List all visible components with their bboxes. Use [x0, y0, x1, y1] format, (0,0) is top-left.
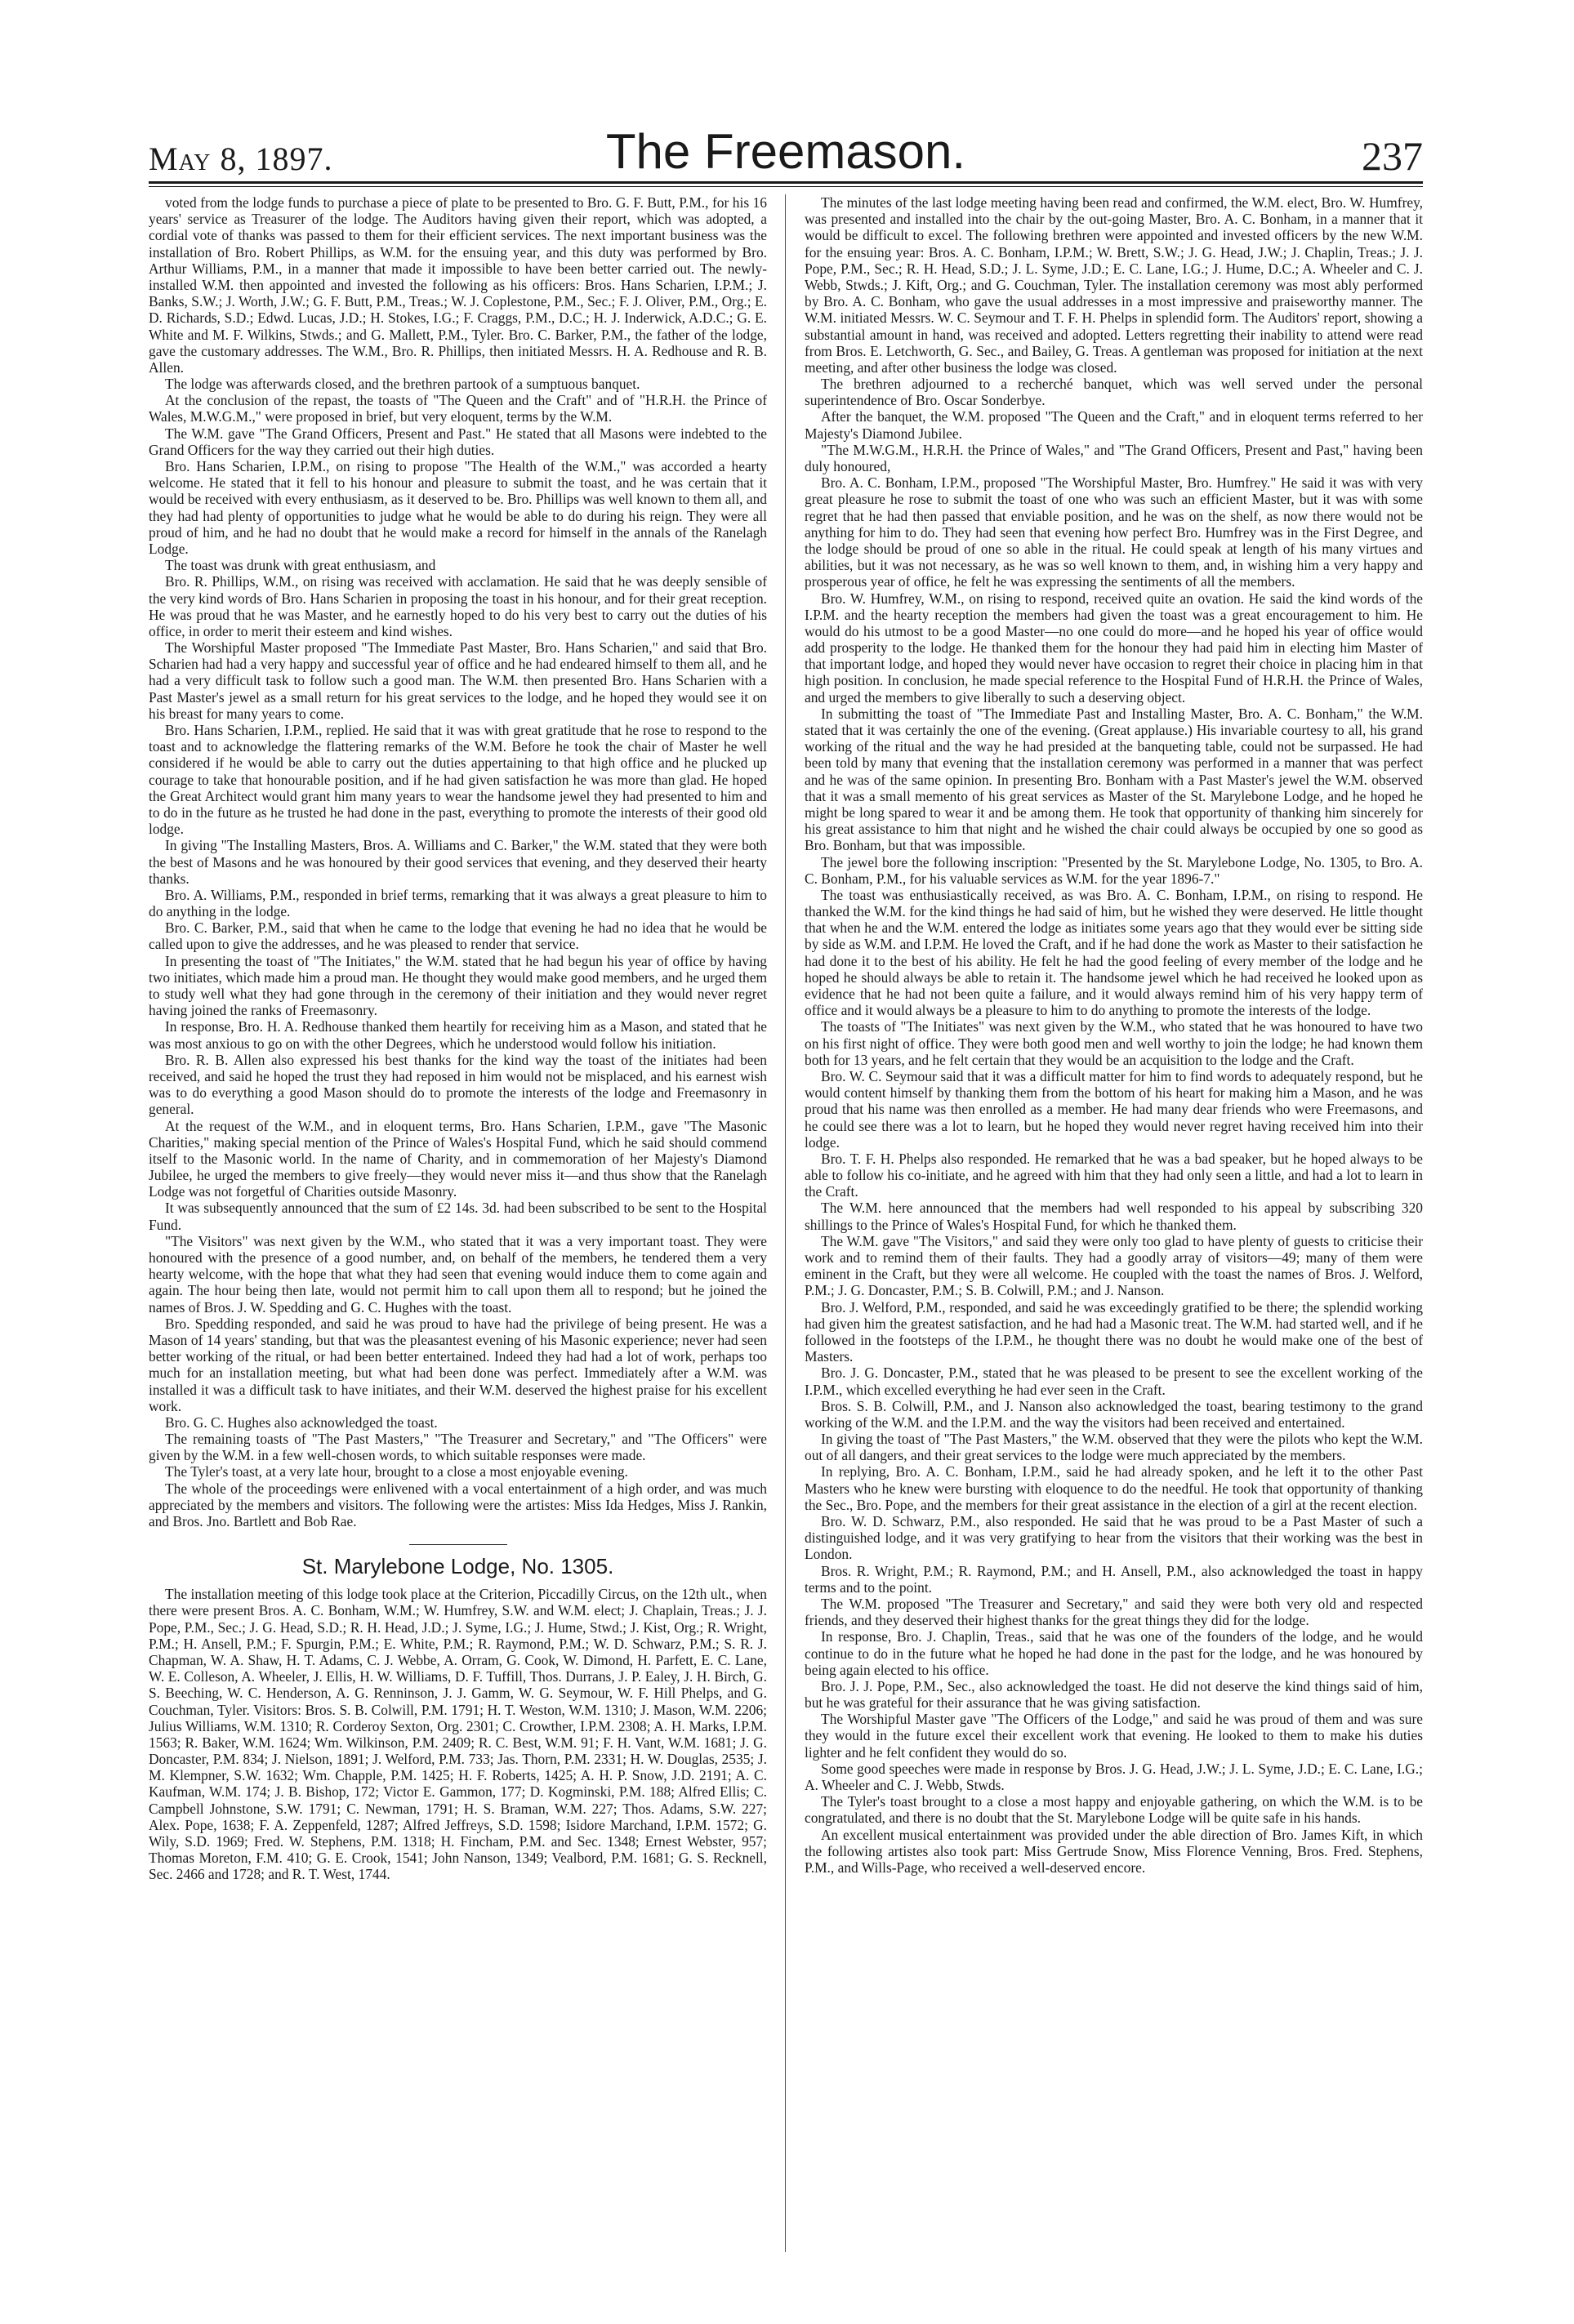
paragraph: Bro. J. Welford, P.M., responded, and said he was exceedingly gratified to be there; the splendid working had given him the greatest satisfaction, and he had had a Masonic treat. The W.M. had started well, and if he followed in the footsteps of the I.P.M., he thought there was no doubt he would make one of the best of Masters. [805, 1298, 1423, 1365]
paragraph: The installation meeting of this lodge took place at the Criterion, Piccadilly Circus, on the 12th ult., when there were present Bros. A. C. Bonham, W.M.; W. Humfrey, S.W. and W.M. elect; J. Chaplain, Treas.; J. J. Pope, P.M., Sec.; J. G. Head, S.D.; R. H. Head, J.D.; J. Syme, I.G.; J. Hume, Stwd.; J. Kist, Org.; R. Wright, P.M.; H. Ansell, P.M.; F. Spurgin, P.M.; E. White, P.M.; R. Raymond, P.M.; W. D. Schwarz, P.M.; S. R. J. Chapman, W. A. Shaw, H. T. Adams, C. J. Webbe, A. Orram, G. Cook, W. Dimond, H. Parfett, E. C. Lane, W. E. Colleson, A. Wheeler, J. Ellis, H. W. Williams, D. F. Tuffill, Thos. Durrans, J. P. Ealey, J. H. Birch, G. S. Beeching, W. C. Henderson, A. G. Renninson, J. J. Gamm, W. G. Seymour, W. F. Hill Phelps, and G. Couchman, Tyler. Visitors: Bros. S. B. Colwill, P.M. 1791; H. T. Weston, W.M. 1310; J. Mason, W.M. 2206; Julius Williams, W.M. 1310; R. Corderoy Sexton, Org. 2301; C. Crowther, I.P.M. 2308; A. H. Marks, I.P.M. 1563; R. Baker, W.M. 1624; Wm. Wilkinson, P.M. 2409; R. C. Best, W.M. 91; F. H. Vant, W.M. 1681; J. G. Doncaster, P.M. 834; J. Nielson, 1891; J. Welford, P.M. 733; Jas. Thorn, P.M. 2331; H. W. Douglas, 2535; J. M. Klempner, S.W. 1632; Wm. Chapple, P.M. 1425; H. F. Roberts, 1425; A. H. P. Snow, J.D. 2191; A. C. Kaufman, W.M. 174; J. B. Bishop, 172; Victor E. Gammon, 177; D. Kogminski, P.M. 188; Alfred Ellis; C. Campbell Johnstone, S.W. 1791; C. Newman, 1791; H. S. Braman, W.M. 227; Thos. Adams, S.W. 227; Alex. Pope, 1638; F. A. Zeppenfeld, 1287; Alfred Jeffreys, S.D. 1598; Isidore Marchand, I.P.M. 1572; G. Wily, S.D. 1969; Fred. W. Stephens, P.M. 1318; H. Fincham, P.M. and Sec. 1348; Ernest Webster, 957; Thomas Moreton, F.M. 410; G. E. Crook, 1541; John Nanson, 1349; Vealbord, P.M. 1681; G. S. Recknell, Sec. 2466 and 1728; and R. T. West, 1744. [149, 1586, 767, 1883]
paragraph: The Tyler's toast, at a very late hour, brought to a close a most enjoyable evening. [165, 1463, 628, 1480]
paragraph: The jewel bore the following inscription: "Presented by the St. Marylebone Lodge, No. 1305, to Bro. A. C. Bonham, P.M., for his valuable services as W.M. for the year 1896-7." [805, 853, 1423, 887]
paragraph: Bro. W. C. Seymour said that it was a difficult matter for him to find words to adequately respond, but he would content himself by thanking them from the bottom of his heart for making him a Mason, and he was proud that his name was then enrolled as a member. He had many dear friends who were Freemasons, and he could see there was a lot to learn, but he hoped they would never regret having received him into their lodge. [805, 1067, 1423, 1151]
paragraph: The W.M. gave "The Visitors," and said they were only too glad to have plenty of guests to criticise their work and to remind them of their faults. They had a goodly array of visitors—49; many of them were eminent in the Craft, but they were all welcome. He coupled with the toast the names of Bros. J. Welford, P.M.; J. G. Doncaster, P.M.; S. B. Colwill, P.M.; and J. Nanson. [805, 1232, 1423, 1299]
left-article-body [149, 194, 767, 1529]
paragraph: The remaining toasts of "The Past Masters," "The Treasurer and Secretary," and "The Officers" were given by the W.M. in a few well-chosen words, to which suitable responses were made. [149, 1431, 767, 1464]
paragraph: The Worshipful Master proposed "The Immediate Past Master, Bro. Hans Scharien," and said that Bro. Scharien had had a very happy and successful year of office and he had endeared himself to them all, and he had a very difficult task to follow such a good man. The W.M. then presented Bro. Hans Scharien with a Past Master's jewel as a small return for his great services to the lodge, and he hoped they would see it on his breast for many years to come. [149, 639, 767, 722]
paragraph: Bro. C. Barker, P.M., said that when he came to the lodge that evening he had no idea that he would be called upon to give the addresses, and he was pleased to render that service. [149, 919, 767, 953]
paragraph: Bro. R. B. Allen also expressed his best thanks for the kind way the toast of the initiates had been received, and said he hoped the trust they had reposed in him would not be misplaced, and his earnest wish was to do everything a good Mason should do to promote the interests of the lodge and Freemasonry in general. [149, 1051, 767, 1118]
right-column [805, 194, 1423, 2260]
paragraph: "The M.W.G.M., H.R.H. the Prince of Wales," and "The Grand Officers, Present and Past," having been duly honoured, [805, 441, 1423, 474]
paragraph: The Worshipful Master gave "The Officers of the Lodge," and said he was proud of them and was sure they would in the future excel their excellent work that evening. He looked to them to make his duties lighter and he felt confident they would do so. [805, 1711, 1423, 1761]
paragraph: It was subsequently announced that the sum of £2 14s. 3d. had been subscribed to be sent to the Hospital Fund. [149, 1200, 767, 1233]
paragraph: After the banquet, the W.M. proposed "The Queen and the Craft," and in eloquent terms referred to her Majesty's Diamond Jubilee. [805, 408, 1423, 442]
paragraph: Bro. R. Phillips, W.M., on rising was received with acclamation. He said that he was deeply sensible of the very kind words of Bro. Hans Scharien in proposing the toast in his honour, and for their great reception. He was proud that he was Master, and he earnestly hoped to do his very best to carry out the duties of his office, in order to merit their esteem and kind wishes. [149, 573, 767, 639]
paragraph: Bro. G. C. Hughes also acknowledged the toast. [165, 1414, 438, 1431]
section-separator [409, 1544, 507, 1545]
paragraph: The whole of the proceedings were enlivened with a vocal entertainment of a high order, and was much appreciated by the members and visitors. The following were the artistes: Miss Ida Hedges, Miss J. Rankin, and Bros. Jno. Bartlett and Bob Rae. [149, 1480, 767, 1529]
paragraph: The Tyler's toast brought to a close a most happy and enjoyable gathering, on which the W.M. is to be congratulated, and there is no doubt that the St. Marylebone Lodge will be quite safe in his hands. [805, 1793, 1423, 1827]
paragraph: Bro. W. D. Schwarz, P.M., also responded. He said that he was proud to be a Past Master of such a distinguished lodge, and it was very gratifying to hear from the visitors that their working was the best in London. [805, 1513, 1423, 1563]
paragraph: In response, Bro. J. Chaplin, Treas., said that he was one of the founders of the lodge, and he would continue to do in the future what he hoped he had done in the past for the lodge, and he was honoured by being again elected to his office. [805, 1628, 1423, 1678]
paragraph: Bros. S. B. Colwill, P.M., and J. Nanson also acknowledged the toast, bearing testimony to the grand working of the W.M. and the I.P.M. and the way the visitors had been received and entertained. [805, 1397, 1423, 1431]
paragraph: Some good speeches were made in response by Bros. J. G. Head, J.W.; J. L. Syme, J.D.; E. C. Lane, I.G.; A. Wheeler and C. J. Webb, Stwds. [805, 1760, 1423, 1793]
paragraph: In giving "The Installing Masters, Bros. A. Williams and C. Barker," the W.M. stated that they were both the best of Masons and he was honoured by their good services that evening, and they deserved their hearty thanks. [149, 837, 767, 887]
paragraph: "The Visitors" was next given by the W.M., who stated that it was a very important toast. They were honoured with the presence of a good number, and, on behalf of the members, he tendered them a very hearty welcome, with the hope that what they had seen that evening would induce them to come again and again. The hour being then late, would not permit him to call upon them all to respond; but he joined the names of Bros. J. W. Spedding and G. C. Hughes with the toast. [149, 1232, 767, 1316]
newspaper-title: The Freemason. [605, 124, 966, 179]
column-divider [785, 194, 786, 2252]
paragraph: The W.M. gave "The Grand Officers, Present and Past." He stated that all Masons were indebted to the Grand Officers for the way they carried out their high duties. [149, 425, 767, 458]
paragraph: The toasts of "The Initiates" was next given by the W.M., who stated that he was honoured to have two on his first night of office. They were both good men and well worthy to join the lodge; he had known them both for 13 years, and he felt certain that they would be an acquisition to the lodge and the Craft. [805, 1018, 1423, 1068]
paragraph: Bro. J. G. Doncaster, P.M., stated that he was pleased to be present to see the excellent working of the I.P.M., which excelled everything he had ever seen in the Craft. [805, 1365, 1423, 1398]
paragraph: The brethren adjourned to a recherché banquet, which was well served under the personal superintendence of Bro. Oscar Sonderbye. [805, 376, 1423, 409]
paragraph: In presenting the toast of "The Initiates," the W.M. stated that he had begun his year of office by having two initiates, which made him a proud man. He thought they would make good members, and he urged them to study well what they had gone through in the ceremony of their initiation and they would never regret having joined the ranks of Freemasonry. [149, 952, 767, 1019]
issue-date: May 8, 1897. [149, 140, 333, 177]
page-number: 237 [1362, 133, 1423, 179]
paragraph: Bro. W. Humfrey, W.M., on rising to respond, received quite an ovation. He said the kind words of the I.P.M. and the hearty reception the members had given the toast was a great encouragement to him. He would do his utmost to be a good Master—no one could do more—and he hoped his year of office would add prosperity to the lodge. He thanked them for the honour they had paid him in electing him Master of that important lodge, and hoped they would never have occasion to regret their choice in placing him in that high position. In conclusion, he made special reference to the Hospital Fund of H.R.H. the Prince of Wales, and urged the members to give liberally to such a deserving object. [805, 590, 1423, 706]
paragraph: Bros. R. Wright, P.M.; R. Raymond, P.M.; and H. Ansell, P.M., also acknowledged the toast in happy terms and to the point. [805, 1562, 1423, 1596]
paragraph: Bro. Spedding responded, and said he was proud to have had the privilege of being present. He was a Mason of 14 years' standing, but that was the pleasantest evening of his Masonic experience; never had seen better working of the ritual, or had been better entertained. Indeed they had had a lot of work, perhaps too much for an installation meeting, but what had been done was perfect. Immediately after a W.M. was installed it was a difficult task to have initiates, and their W.M. deserved the highest praise for his excellent work. [149, 1315, 767, 1414]
paragraph: In replying, Bro. A. C. Bonham, I.P.M., said he had already spoken, and he left it to the other Past Masters who he knew were bursting with eloquence to do the needful. He took that opportunity of thanking the Sec., Bro. Pope, and the members for their great assistance in the election of a girl at the recent election. [805, 1463, 1423, 1513]
left-column [149, 194, 767, 2260]
paragraph: Bro. T. F. H. Phelps also responded. He remarked that he was a bad speaker, but he hoped always to be able to follow his co-initiate, and he agreed with him that they had only seen a little, and had a lot to learn in the Craft. [805, 1150, 1423, 1200]
paragraph: Bro. A. C. Bonham, I.P.M., proposed "The Worshipful Master, Bro. Humfrey." He said it was with very great pleasure he rose to submit the toast of one who was such an efficient Master, but it was with some regret that he had then passed that enviable position, and he was on the shelf, as now there would not be anything for him to do. They had seen that evening how perfect Bro. Humfrey was in the First Degree, and the lodge should be proud of one so able in the ritual. He could speak at length of his many virtues and abilities, but it was not necessary, as he was so well known to them, and, in wishing him a very happy and prosperous year of office, he felt he was expressing the sentiments of all the members. [805, 474, 1423, 590]
paragraph: In submitting the toast of "The Immediate Past and Installing Master, Bro. A. C. Bonham," the W.M. stated that it was certainly the one of the evening. (Great applause.) His invariable courtesy to all, his grand working of the ritual and the way he had presided at the banqueting table, could not be surpassed. He had been told by many that evening that the installation ceremony was performed in a manner that was perfect and he was of the same opinion. In presenting Bro. Bonham with a Past Master's jewel the W.M. observed that it was a small memento of his great services as Master of the St. Marylebone Lodge, and he hoped he might be long spared to wear it and be among them. He took that opportunity of thanking him sincerely for his great assistance to him that night and he wished the chair could always be occupied by one so good as Bro. Bonham, but that was impossible. [805, 705, 1423, 854]
paragraph: In response, Bro. H. A. Redhouse thanked them heartily for receiving him as a Mason, and stated that he was most anxious to go on with the other Degrees, which he understood would follow his initiation. [149, 1018, 767, 1052]
paragraph: Bro. Hans Scharien, I.P.M., on rising to propose "The Health of the W.M.," was accorded a hearty welcome. He stated that it fell to his honour and pleasure to submit the toast, and he was certain that it would be received with every enthusiasm, as it deserved to be. Bro. Phillips was well known to them all, and they had had plenty of opportunities to judge what he would be able to do during his reign. They were all proud of him, and he had no doubt that he would make a record for himself in the annals of the Ranelagh Lodge. [149, 458, 767, 557]
paragraph: At the request of the W.M., and in eloquent terms, Bro. Hans Scharien, I.P.M., gave "The Masonic Charities," making special mention of the Prince of Wales's Hospital Fund, which he said should commend itself to the Masonic world. In the name of Charity, and in commemoration of her Majesty's Diamond Jubilee, he urged the members to give freely—they would never miss it—and thus show that the Ranelagh Lodge was not forgetful of Charities outside Masonry. [149, 1117, 767, 1200]
masthead-rule-thin [149, 186, 1423, 187]
paragraph: An excellent musical entertainment was provided under the able direction of Bro. James Kift, in which the following artistes also took part: Miss Gertrude Snow, Miss Florence Venning, Bros. Fred. Stephens, P.M., and Wills-Page, who received a well-deserved encore. [805, 1826, 1423, 1876]
masthead-rule-thick [149, 181, 1423, 184]
paragraph: Bro. J. J. Pope, P.M., Sec., also acknowledged the toast. He did not deserve the kind things said of him, but he was grateful for their assurance that he was giving satisfaction. [805, 1677, 1423, 1712]
paragraph: Bro. A. Williams, P.M., responded in brief terms, remarking that it was always a great pleasure to him to do anything in the lodge. [149, 886, 767, 920]
right-article-body [805, 194, 1423, 1876]
section-body [149, 1586, 767, 1882]
section-heading: St. Marylebone Lodge, No. 1305. [301, 1554, 614, 1579]
paragraph: Bro. Hans Scharien, I.P.M., replied. He said that it was with great gratitude that he rose to respond to the toast and to acknowledge the flattering remarks of the W.M. Before he took the chair of Master he well considered if he would be able to carry out the duties appertaining to that high office and he plucked up courage to take that honourable position, and if he had given satisfaction he was more than glad. He hoped the Great Architect would grant him many years to wear the handsome jewel they had presented to him and to do in the future as he trusted he had done in the past, everything to promote the interests of their good old lodge. [149, 722, 767, 838]
paragraph: The toast was drunk with great enthusiasm, and [165, 557, 436, 574]
paragraph: In giving the toast of "The Past Masters," the W.M. observed that they were the pilots who kept the W.M. out of all dangers, and their great services to the lodge were much appreciated by the members. [805, 1431, 1423, 1464]
paragraph: The toast was enthusiastically received, as was Bro. A. C. Bonham, I.P.M., on rising to respond. He thanked the W.M. for the kind things he had said of him, but he wished they were deserved. He little thought that when he and the W.M. entered the lodge as initiates some years ago that they would ever be sitting side by side as W.M. and I.P.M. He loved the Craft, and if he had done the work as Master to their satisfaction he had done it to the best of his ability. He felt he had the good feeling of every member of the lodge and he hoped he should always be able to retain it. The handsome jewel which he had received he looked upon as evidence that he had not been quite a failure, and it would always remind him of his very happy term of office and it would always be a pleasure to him to do anything to promote the interests of the lodge. [805, 886, 1423, 1019]
paragraph: The lodge was afterwards closed, and the brethren partook of a sumptuous banquet. [165, 376, 640, 393]
paragraph: The W.M. proposed "The Treasurer and Secretary," and said they were both very old and respected friends, and they deserved their highest thanks for the great things they did for the lodge. [805, 1595, 1423, 1629]
paragraph: The W.M. here announced that the members had well responded to his appeal by subscribing 320 shillings to the Prince of Wales's Hospital Fund, for which he thanked them. [805, 1200, 1423, 1233]
masthead [149, 122, 1423, 180]
paragraph: At the conclusion of the repast, the toasts of "The Queen and the Craft" and of "H.R.H. the Prince of Wales, M.W.G.M.," were proposed in brief, but very eloquent, terms by the W.M. [149, 392, 767, 425]
paragraph: The minutes of the last lodge meeting having been read and confirmed, the W.M. elect, Bro. W. Humfrey, was presented and installed into the chair by the out-going Master, Bro. A. C. Bonham, in a manner that it would be difficult to excel. The following brethren were appointed and invested officers by the new W.M. for the ensuing year: Bros. A. C. Bonham, I.P.M.; W. Brett, S.W.; J. G. Head, J.W.; J. Chaplin, Treas.; J. J. Pope, P.M., Sec.; R. H. Head, S.D.; J. L. Syme, J.D.; E. C. Lane, I.G.; J. Hume, D.C.; A. Wheeler and C. J. Webb, Stwds.; J. Kift, Org.; and G. Couchman, Tyler. The installation ceremony was most ably performed by Bro. A. C. Bonham, who gave the usual addresses in a most impressive and praiseworthy manner. The W.M. initiated Messrs. W. C. Seymour and T. F. H. Phelps in splendid form. The Auditors' report, showing a substantial amount in hand, was received and adopted. Letters regretting their inability to attend were read from Bros. E. Letchworth, G. Sec., and Bailey, G. Treas. A gentleman was proposed for initiation at the next meeting, and after other business the lodge was closed. [805, 194, 1423, 376]
paragraph: voted from the lodge funds to purchase a piece of plate to be presented to Bro. G. F. Butt, P.M., for his 16 years' service as Treasurer of the lodge. The Auditors having given their report, which was adopted, a cordial vote of thanks was passed to them for their efficient services. The next important business was the installation of Bro. Robert Phillips, as W.M. for the ensuing year, and this duty was performed by Bro. Arthur Williams, P.M., in a manner that made it impossible to have been better carried out. The newly-installed W.M. then appointed and invested the following as his officers: Bros. Hans Scharien, I.P.M.; J. Banks, S.W.; J. Worth, J.W.; G. F. Butt, P.M., Treas.; W. J. Coplestone, P.M., Sec.; F. J. Oliver, P.M., Org.; E. D. Richards, S.D.; Edwd. Lucas, J.D.; H. Stokes, I.G.; F. Craggs, P.M., D.C.; H. J. Inderwick, A.D.C.; G. E. White and M. F. Wilkins, Stwds.; and G. Mallett, P.M., Tyler. Bro. C. Barker, P.M., the father of the lodge, gave the customary addresses. The W.M., Bro. R. Phillips, then initiated Messrs. H. A. Redhouse and R. B. Allen. [149, 194, 767, 376]
